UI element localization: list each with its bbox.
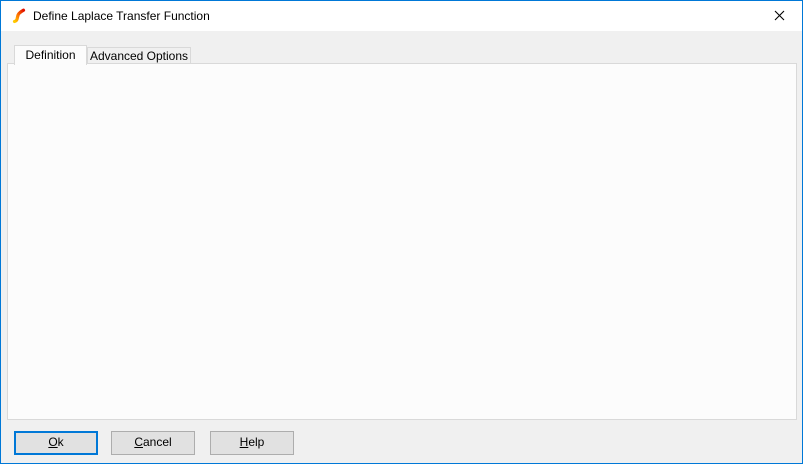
simetrix-logo-icon bbox=[11, 8, 27, 24]
close-icon bbox=[774, 10, 785, 21]
ok-button[interactable]: Ok bbox=[14, 431, 98, 455]
close-button[interactable] bbox=[757, 1, 802, 30]
help-button[interactable]: Help bbox=[210, 431, 294, 455]
window-title: Define Laplace Transfer Function bbox=[33, 9, 210, 23]
title-bar bbox=[1, 1, 802, 31]
definition-tab-page bbox=[7, 63, 797, 420]
tab-definition[interactable]: Definition bbox=[14, 45, 87, 65]
tab-advanced-options[interactable]: Advanced Options bbox=[87, 47, 191, 64]
cancel-button[interactable]: Cancel bbox=[111, 431, 195, 455]
